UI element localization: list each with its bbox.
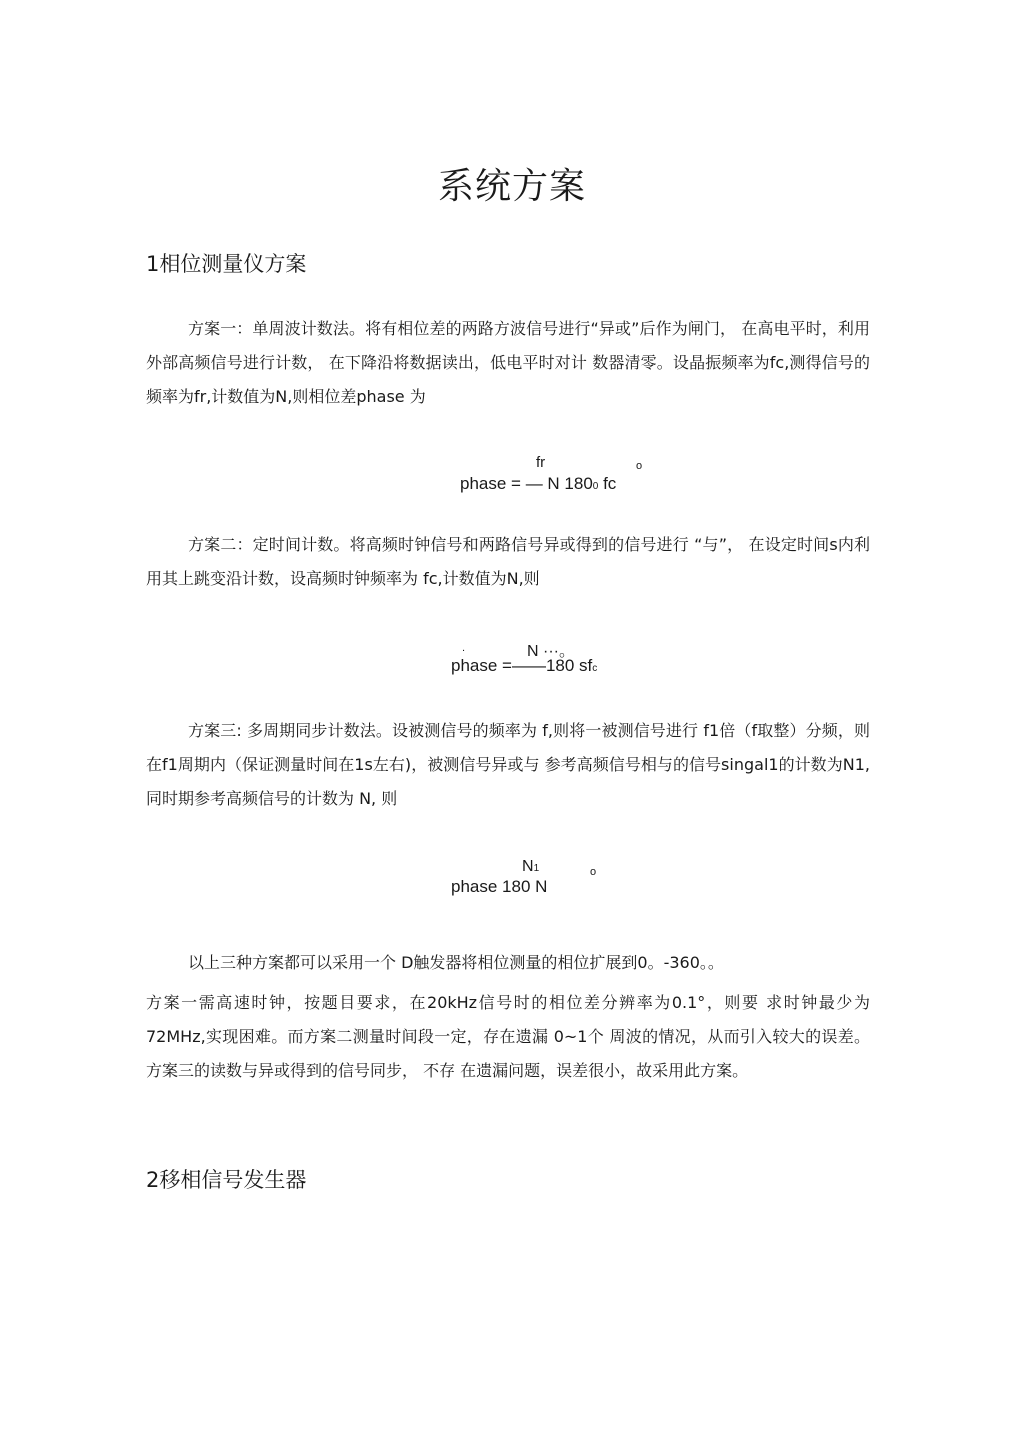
scheme-one-paragraph: 方案一：单周波计数法。将有相位差的两路方波信号进行“异或”后作为闸门， 在高电平时，利用外部高频信号进行计数， 在下降沿将数据读出，低电平时对计 数器清零。设晶振频率为fc,测得信号的频率为fr,计数值为N,则相位差phase 为: [146, 319, 870, 406]
formula-one-line: phase = — N 1800 fc: [460, 474, 617, 493]
formula-three-numerator: N1: [522, 858, 540, 875]
formula-two-numerator: N ···。: [527, 643, 575, 660]
formula-one-numerator: fr: [536, 454, 546, 471]
formula-two-line: phase =——180 sfc: [451, 656, 598, 675]
scheme-three-paragraph: 方案三: 多周期同步计数法。设被测信号的频率为 f,则将一被测信号进行 f1倍（f取整）分频，则在f1周期内（保证测量时间在1s左右)，被测信号异或与 参考高频信号相与的信号singal1的计数为N1,同时期参考高频信号的计数为 N, 则: [146, 721, 870, 808]
formula-three-line: phase 180 N: [451, 877, 548, 896]
formula-one-degree-mark: o: [636, 460, 643, 472]
comparison-paragraph: 方案一需高速时钟，按题目要求，在20kHz信号时的相位差分辨率为0.1°，则要 求时钟最少为72MHz,实现困难。而方案二测量时间段一定，存在遗漏 0~1个 周波的情况，从而引入较大的误差。 方案三的读数与异或得到的信号同步， 不存 在遗漏问题，误差很小，故采用此方案。: [146, 993, 870, 1080]
summary-paragraph: 以上三种方案都可以采用一个 D触发器将相位测量的相位扩展到0。-360。。: [188, 953, 724, 972]
formula-three-degree-mark: o: [590, 866, 597, 878]
scheme-two-paragraph: 方案二：定时间计数。将高频时钟信号和两路信号异或得到的信号进行 “与”， 在设定时间s内利用其上跳变沿计数，设高频时钟频率为 fc,计数值为N,则: [146, 535, 870, 588]
section-heading-phase-meter: 1相位测量仪方案: [146, 252, 307, 276]
page-title: 系统方案: [437, 166, 586, 207]
formula-two-dot: .: [462, 642, 466, 654]
section-heading-phase-shift-generator: 2移相信号发生器: [146, 1168, 307, 1192]
